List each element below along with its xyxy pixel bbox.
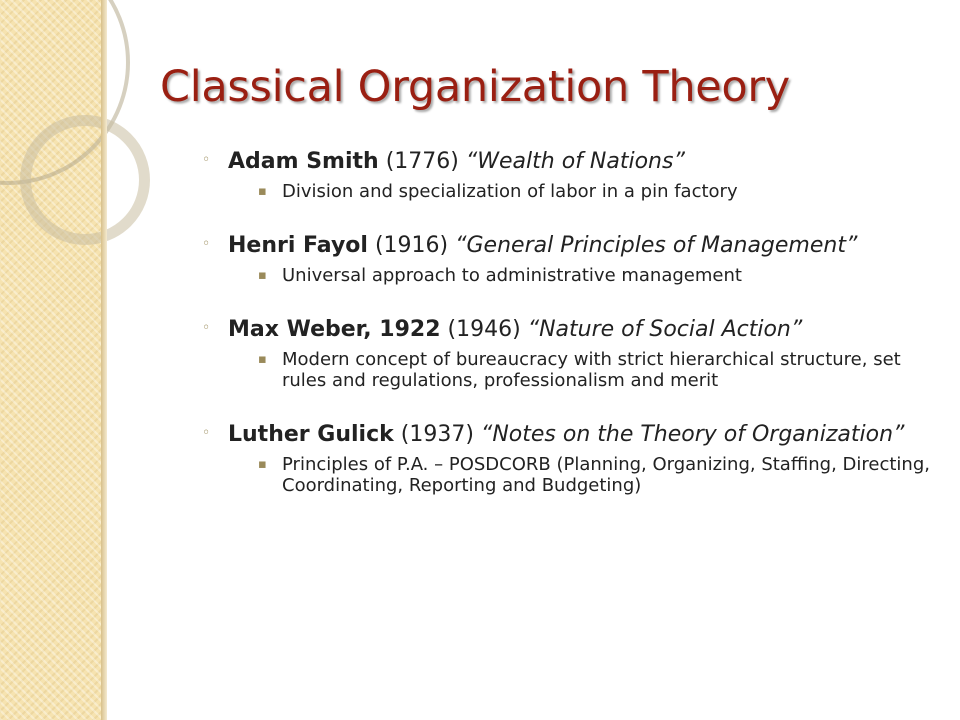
sub-bullet-icon: ▪ — [258, 352, 267, 367]
year: (1937) — [400, 422, 474, 447]
author-name: Henri Fayol — [228, 233, 368, 258]
work-title: “Notes on the Theory of Organization” — [480, 422, 905, 447]
sub-bullet-icon: ▪ — [258, 268, 267, 283]
sub-bullet-icon: ▪ — [258, 457, 267, 472]
bullet-icon: ◦ — [202, 236, 211, 252]
sub-point: Principles of P.A. – POSDCORB (Planning, Organizing, Staffing, Directing, Coordinating, Reporting and Budgeting) — [282, 454, 930, 496]
slide-content — [200, 148, 940, 496]
work-title: “General Principles of Management” — [455, 233, 858, 258]
list-item-gulick — [200, 421, 940, 496]
list-item-smith — [200, 148, 940, 202]
sub-point: Universal approach to administrative management — [282, 265, 742, 286]
work-title: “Wealth of Nations” — [465, 149, 685, 174]
bullet-icon: ◦ — [202, 425, 211, 441]
year: (1776) — [385, 149, 459, 174]
slide-title: Classical Organization Theory — [160, 62, 790, 112]
sidebar-edge — [101, 0, 107, 720]
sub-point: Modern concept of bureaucracy with strict hierarchical structure, set rules and regulations, professionalism and merit — [282, 349, 901, 391]
sub-bullet-icon: ▪ — [258, 184, 267, 199]
sub-point: Division and specialization of labor in a pin factory — [282, 181, 738, 202]
author-name: Luther Gulick — [228, 422, 394, 447]
year: (1946) — [447, 317, 521, 342]
work-title: “Nature of Social Action” — [527, 317, 803, 342]
list-item-fayol — [200, 232, 940, 286]
decorative-sidebar — [0, 0, 103, 720]
decorative-ring-small — [20, 115, 150, 245]
author-name: Adam Smith — [228, 149, 379, 174]
bullet-icon: ◦ — [202, 152, 211, 168]
year: (1916) — [374, 233, 449, 258]
bullet-icon: ◦ — [202, 320, 211, 336]
list-item-weber — [200, 316, 940, 391]
author-name: Max Weber, 1922 — [228, 317, 441, 342]
